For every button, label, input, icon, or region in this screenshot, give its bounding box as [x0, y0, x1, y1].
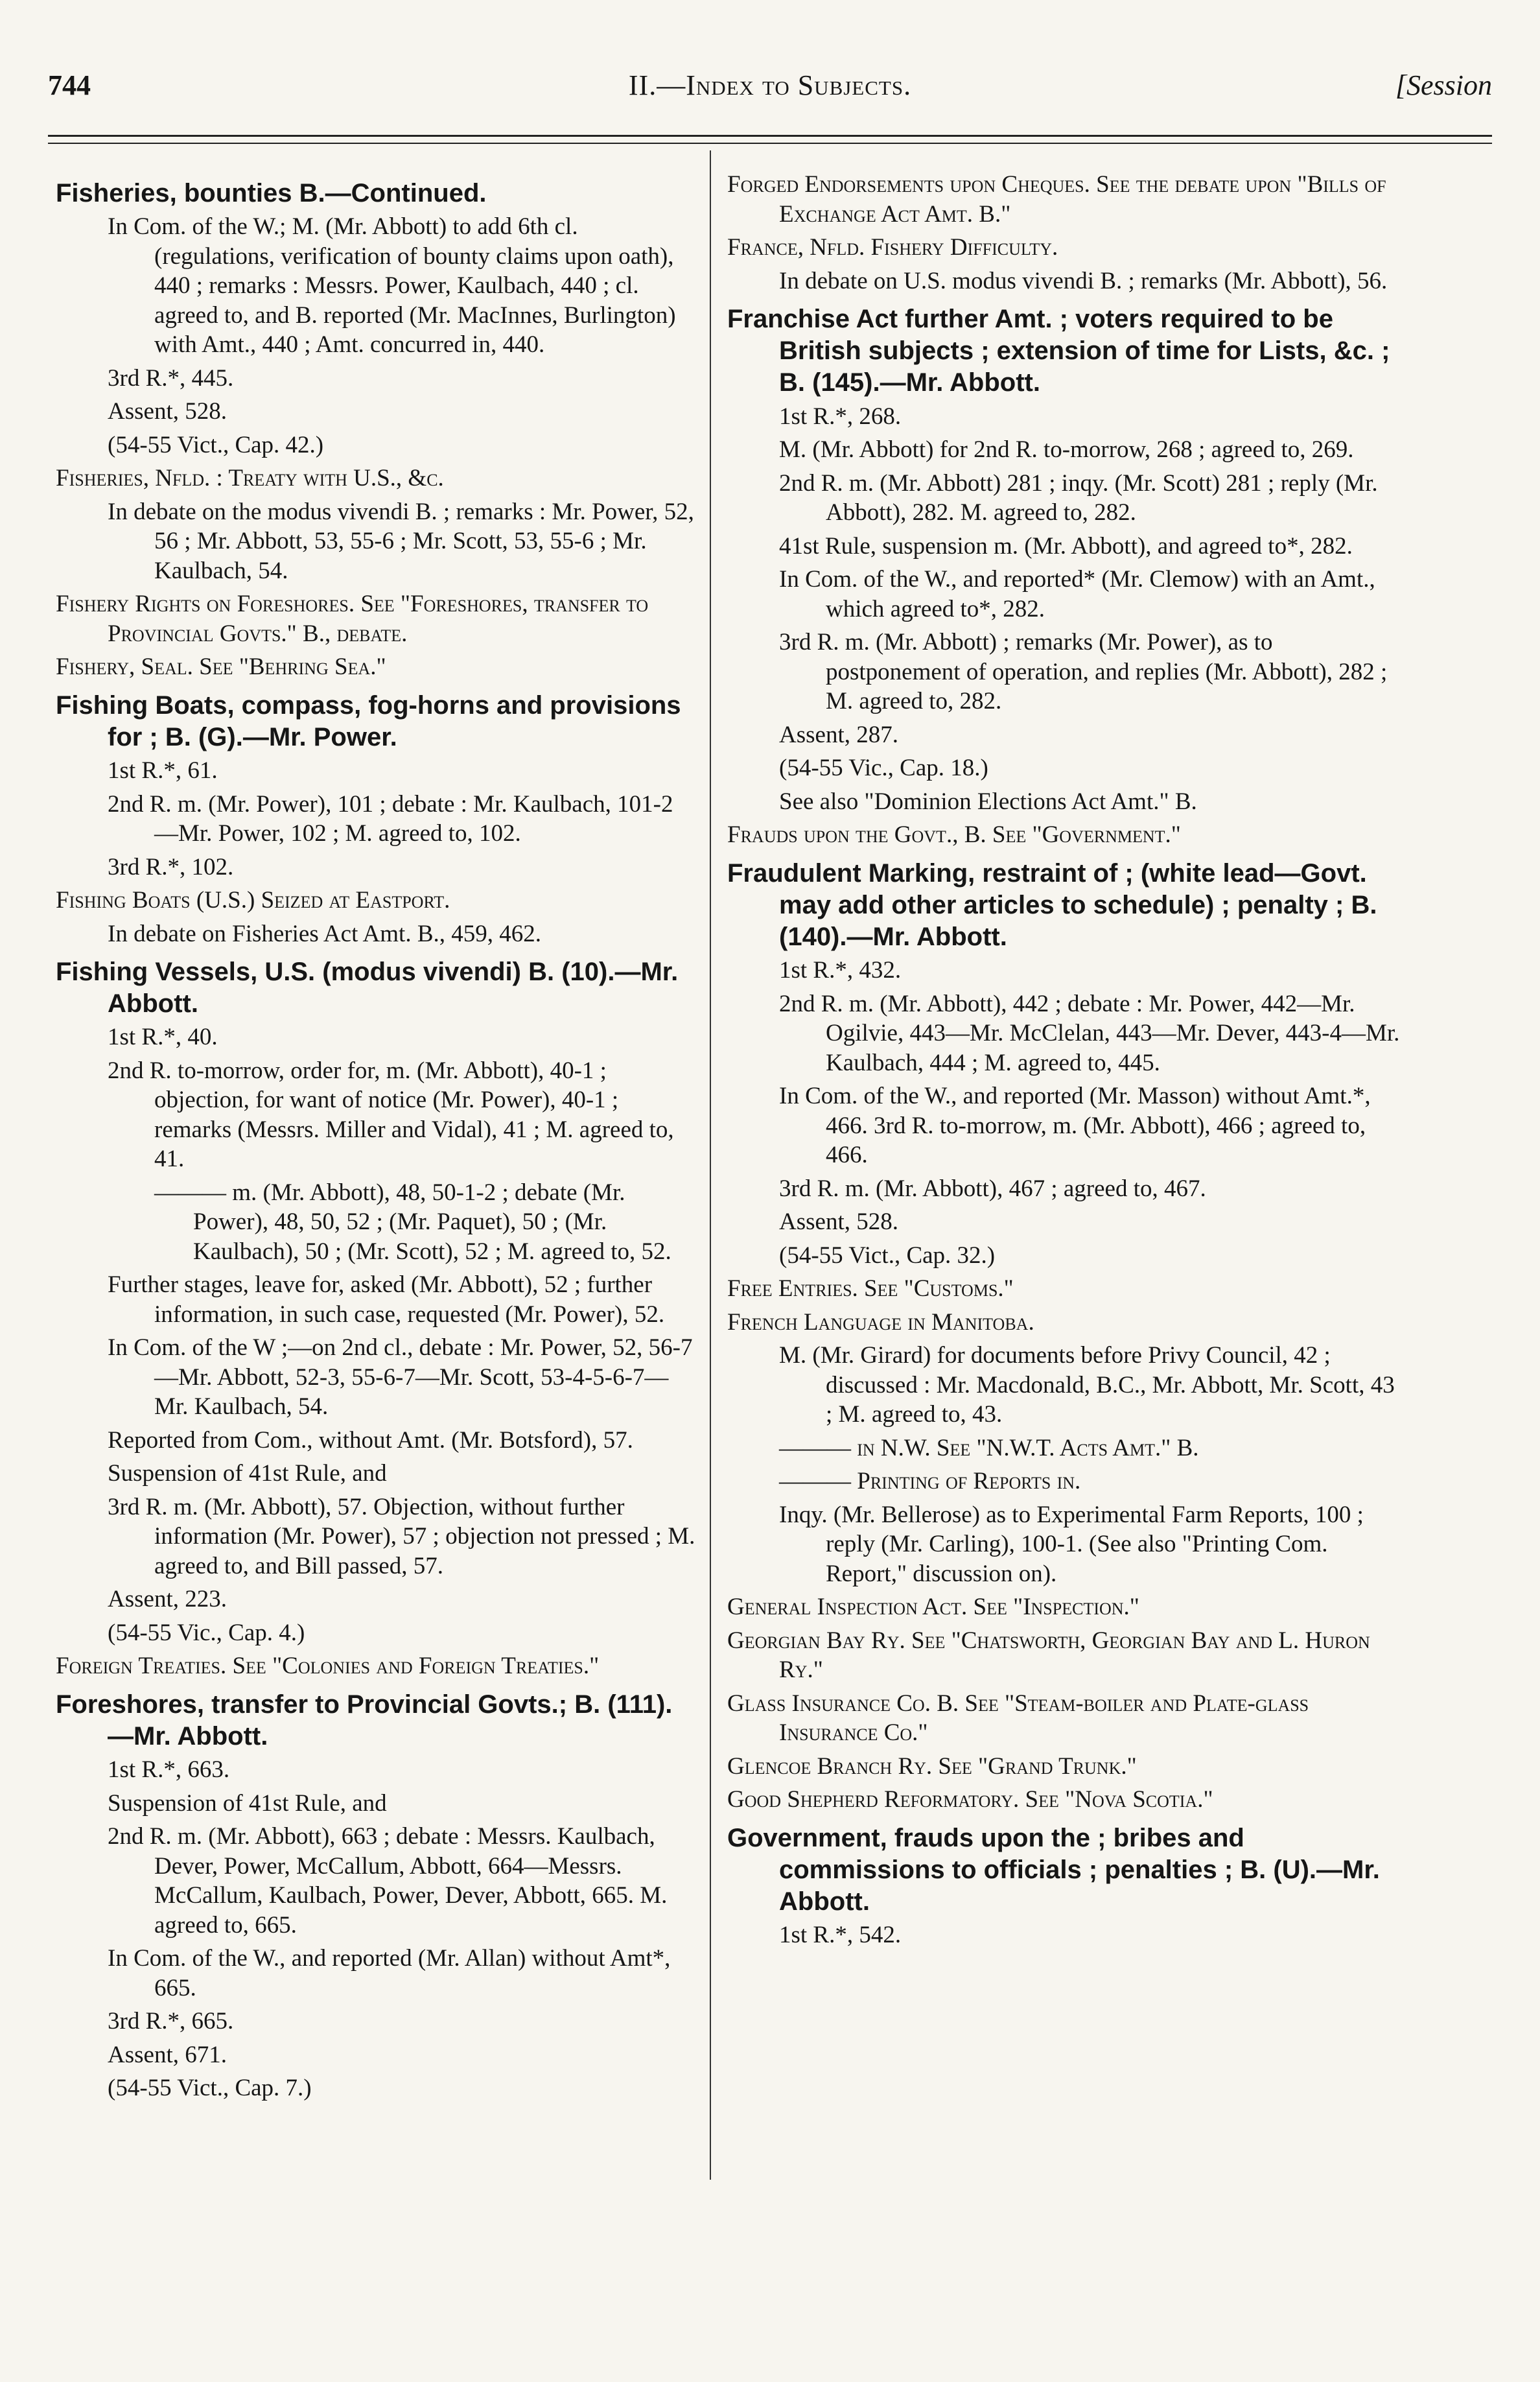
index-subentry: In Com. of the W ;—on 2nd cl., debate : Mr. Power, 52, 56-7—Mr. Abbott, 52-3, 55-6-7—Mr. Scott, 53-4-5-6-7—Mr. Kaulbach, 54. [108, 1334, 693, 1421]
index-entry: Fisheries, Nfld. : Treaty with U.S., &c. [56, 465, 444, 492]
column-divider [710, 150, 711, 2180]
index-subentry: 3rd R. m. (Mr. Abbott), 57. Objection, without further information (Mr. Power), 57 ; objection not pressed ; M. agreed to, and Bill passed, 57. [108, 1493, 695, 1579]
left-column [49, 170, 696, 2107]
index-subentry: Suspension of 41st Rule, and [108, 1789, 387, 1817]
index-entry: Frauds upon the Govt., B. See "Government." [727, 821, 1181, 849]
index-heading: Fishing Boats, compass, fog-horns and provisions for ; B. (G).—Mr. Power. [56, 690, 681, 751]
index-entry: Glencoe Branch Ry. See "Grand Trunk." [727, 1752, 1137, 1780]
index-subentry: 2nd R. m. (Mr. Abbott), 663 ; debate : Messrs. Kaulbach, Dever, Power, McCallum, Abbott, 664—Messrs. McCallum, Kaulbach, Power, Dever, Abbott, 665. M. agreed to, 665. [108, 1823, 668, 1939]
right-column [721, 170, 1401, 1954]
index-subentry: (54-55 Vic., Cap. 18.) [779, 755, 988, 782]
index-entry: Free Entries. See "Customs." [727, 1275, 1014, 1303]
index-entry: General Inspection Act. See "Inspection." [727, 1594, 1139, 1621]
index-subentry: (54-55 Vict., Cap. 32.) [779, 1242, 996, 1269]
index-entry: France, Nfld. Fishery Difficulty. [727, 234, 1058, 261]
index-subentry: 41st Rule, suspension m. (Mr. Abbott), and agreed to*, 282. [779, 532, 1353, 560]
index-subentry: M. (Mr. Abbott) for 2nd R. to-morrow, 268 ; agreed to, 269. [779, 436, 1354, 464]
index-subentry: (54-55 Vic., Cap. 4.) [108, 1619, 305, 1646]
index-subentry: M. (Mr. Girard) for documents before Privy Council, 42 ; discussed : Mr. Macdonald, B.C., Mr. Abbott, Mr. Scott, 43 ; M. agreed to, 43. [779, 1342, 1395, 1428]
index-subentry: See also "Dominion Elections Act Amt." B. [779, 788, 1197, 815]
index-subentry: In Com. of the W., and reported* (Mr. Clemow) with an Amt., which agreed to*, 282. [779, 566, 1375, 622]
index-subentry: 2nd R. m. (Mr. Abbott), 442 ; debate : Mr. Power, 442—Mr. Ogilvie, 443—Mr. McClelan, 443—Mr. Dever, 443-4—Mr. Kaulbach, 444 ; M. agreed to, 445. [779, 990, 1400, 1076]
session-label: [Session [1395, 69, 1492, 101]
index-subentry: Assent, 528. [108, 398, 227, 425]
index-subentry: Inqy. (Mr. Bellerose) as to Experimental Farm Reports, 100 ; reply (Mr. Carling), 100-1. (See also "Printing Com. Report," discussion on). [779, 1501, 1364, 1587]
index-subentry: Assent, 528. [779, 1209, 898, 1236]
page-number: 744 [48, 69, 91, 101]
page-title: II.—Index to Subjects. [628, 69, 912, 101]
index-heading: Government, frauds upon the ; bribes and commissions to officials ; penalties ; B. (U).—Mr. Abbott. [727, 1823, 1380, 1916]
index-subentry: 1st R.*, 663. [108, 1756, 230, 1784]
index-subentry: 2nd R. m. (Mr. Power), 101 ; debate : Mr. Kaulbach, 101-2—Mr. Power, 102 ; M. agreed to, 102. [108, 790, 673, 847]
index-subentry: 2nd R. m. (Mr. Abbott) 281 ; inqy. (Mr. Scott) 281 ; reply (Mr. Abbott), 282. M. agreed to, 282. [779, 469, 1378, 526]
index-subentry: In Com. of the W.; M. (Mr. Abbott) to add 6th cl. (regulations, verification of bounty claims upon oath), 440 ; remarks : Messrs. Power, Kaulbach, 440 ; cl. agreed to, and B. reported (Mr. MacInnes, Burlington) with Amt., 440 ; Amt. concurred in, 440. [108, 213, 676, 359]
index-subentry: ——— m. (Mr. Abbott), 48, 50-1-2 ; debate (Mr. Power), 48, 50, 52 ; (Mr. Paquet), 50 ; (Mr. Kaulbach), 50 ; (Mr. Scott), 52 ; M. agreed to, 52. [154, 1179, 671, 1265]
index-subentry: (54-55 Vict., Cap. 7.) [108, 2075, 312, 2102]
index-entry: Foreign Treaties. See "Colonies and Foreign Treaties." [56, 1653, 600, 1680]
index-entry: Fishing Boats (U.S.) Seized at Eastport. [56, 887, 450, 914]
index-subentry: 3rd R.*, 445. [108, 364, 234, 392]
index-subentry: 1st R.*, 40. [108, 1024, 218, 1051]
index-cross-reference: ——— in N.W. See "N.W.T. Acts Amt." B. [779, 1434, 1199, 1461]
index-subentry: 1st R.*, 542. [779, 1922, 902, 1949]
index-heading: Fraudulent Marking, restraint of ; (white lead—Govt. may add other articles to schedule) ; penalty ; B. (140).—Mr. Abbott. [727, 858, 1377, 951]
index-subentry: 1st R.*, 268. [779, 403, 902, 430]
index-entry: Glass Insurance Co. B. See "Steam-boiler and Plate-glass Insurance Co." [727, 1690, 1309, 1747]
index-heading: Franchise Act further Amt. ; voters required to be British subjects ; extension of time for Lists, &c. ; B. (145).—Mr. Abbott. [727, 305, 1390, 397]
index-subentry: In Com. of the W., and reported (Mr. Masson) without Amt.*, 466. 3rd R. to-morrow, m. (Mr. Abbott), 466 ; agreed to, 466. [779, 1083, 1371, 1169]
index-subentry: Assent, 671. [108, 2041, 227, 2068]
index-subentry: 3rd R.*, 665. [108, 2008, 234, 2035]
index-subentry: (54-55 Vict., Cap. 42.) [108, 431, 324, 458]
index-subentry: 3rd R. m. (Mr. Abbott) ; remarks (Mr. Power), as to postponement of operation, and replies (Mr. Abbott), 282 ; M. agreed to, 282. [779, 629, 1388, 715]
index-entry: Good Shepherd Reformatory. See "Nova Scotia." [727, 1786, 1213, 1813]
index-subentry: Assent, 287. [779, 721, 898, 748]
index-subentry: Suspension of 41st Rule, and [108, 1460, 387, 1487]
index-subentry: 3rd R.*, 102. [108, 853, 234, 880]
index-cross-reference: ——— Printing of Reports in. [779, 1468, 1081, 1495]
index-entry: Georgian Bay Ry. See "Chatsworth, Georgian Bay and L. Huron Ry." [727, 1627, 1370, 1684]
index-entry: French Language in Manitoba. [727, 1308, 1034, 1336]
index-heading: Foreshores, transfer to Provincial Govts.; B. (111).—Mr. Abbott. [56, 1690, 673, 1751]
index-heading: Fisheries, bounties B.—Continued. [56, 179, 487, 207]
index-subentry: In debate on the modus vivendi B. ; remarks : Mr. Power, 52, 56 ; Mr. Abbott, 53, 55-6 ; Mr. Scott, 53, 55-6 ; Mr. Kaulbach, 54. [108, 498, 694, 584]
index-subentry: 2nd R. to-morrow, order for, m. (Mr. Abbott), 40-1 ; objection, for want of notice (Mr. Power), 40-1 ; remarks (Messrs. Miller and Vidal), 41 ; M. agreed to, 41. [108, 1057, 674, 1173]
header-rule-bottom [48, 143, 1492, 144]
index-entry: Fishery Rights on Foreshores. See "Foreshores, transfer to Provincial Govts." B., debate. [56, 591, 649, 647]
index-entry: Forged Endorsements upon Cheques. See the debate upon "Bills of Exchange Act Amt. B." [727, 171, 1386, 228]
index-subentry: 3rd R. m. (Mr. Abbott), 467 ; agreed to, 467. [779, 1175, 1206, 1202]
index-subentry: 1st R.*, 61. [108, 757, 218, 784]
index-subentry: Assent, 223. [108, 1586, 227, 1613]
index-subentry: In debate on Fisheries Act Amt. B., 459, 462. [108, 920, 542, 947]
index-subentry: In Com. of the W., and reported (Mr. Allan) without Amt*, 665. [108, 1945, 671, 2001]
index-entry: Fishery, Seal. See "Behring Sea." [56, 654, 386, 681]
header-rule-top [48, 135, 1492, 137]
page-header [48, 62, 1492, 108]
index-subentry: Further stages, leave for, asked (Mr. Abbott), 52 ; further information, in such case, requested (Mr. Power), 52. [108, 1271, 665, 1328]
index-subentry: 1st R.*, 432. [779, 957, 902, 984]
index-heading: Fishing Vessels, U.S. (modus vivendi) B. (10).—Mr. Abbott. [56, 958, 679, 1019]
index-subentry: Reported from Com., without Amt. (Mr. Botsford), 57. [108, 1426, 633, 1454]
index-subentry: In debate on U.S. modus vivendi B. ; remarks (Mr. Abbott), 56. [779, 267, 1388, 294]
